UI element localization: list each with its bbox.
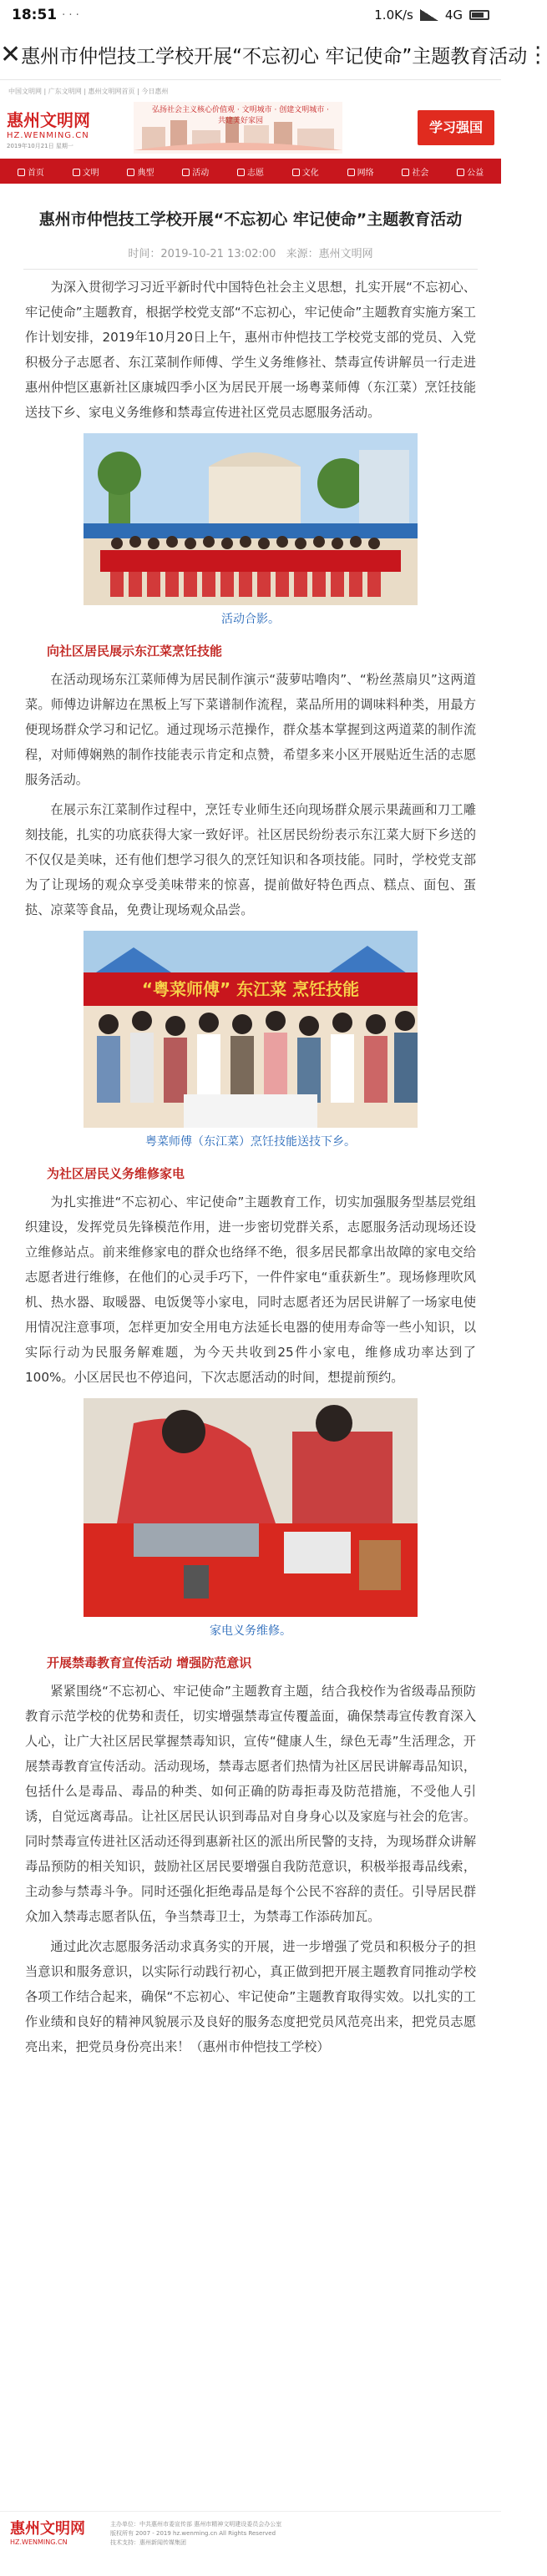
footer-line: 版权所有 2007 - 2019 hz.wenming.cn All Rights Reserved xyxy=(110,2530,276,2537)
nav-icon xyxy=(402,169,409,176)
footer-logo-text: 惠州文明网 xyxy=(10,2520,85,2538)
nav-label: 活动 xyxy=(192,168,210,178)
article-source: 来源：惠州文明网 xyxy=(286,248,373,260)
banner-text: “粤菜师傅” 东江菜 烹饪技能 xyxy=(141,979,360,999)
group-photo-image xyxy=(84,433,418,605)
nav-label: 典型 xyxy=(137,168,154,178)
repair-photo[interactable] xyxy=(84,1398,418,1617)
footer-logo-domain: HZ.WENMING.CN xyxy=(10,2538,68,2546)
article-meta xyxy=(0,245,501,260)
battery-icon xyxy=(469,10,489,20)
paragraph: 在活动现场东江菜师傅为居民制作演示“菠萝咕噜肉”、“粉丝蒸扇贝”这两道菜。师傅边讲解边在黑板上写下菜谱制作流程，菜品所用的调味料种类，用最方便现场群众学习和记忆。通过现场示范操作，群众基本掌握到这两道菜的制作流程，对师傅娴熟的制作技能表示肯定和点赞，希望多来小区开展贴近生活的志愿服务活动。 xyxy=(25,672,476,787)
divider xyxy=(23,269,478,270)
figure-caption: 活动合影。 xyxy=(221,613,280,626)
nav-item-network[interactable] xyxy=(333,165,388,178)
site-banner xyxy=(0,98,501,157)
header-date: 2019年10月21日 星期一 xyxy=(7,143,73,149)
main-nav xyxy=(0,159,501,184)
close-icon[interactable]: ✕ xyxy=(0,40,22,69)
nav-icon xyxy=(237,169,245,176)
top-breadcrumb[interactable]: 中国文明网 | 广东文明网 | 惠州文明网首页 | 今日惠州 xyxy=(8,88,169,95)
paragraph: 为深入贯彻学习习近平新时代中国特色社会主义思想，扎实开展“不忘初心、牢记使命”主题教育，根据学校党支部“不忘初心，牢记使命”主题教育实施方案工作计划安排，2019年10月20日上午，惠州市仲恺技工学校党支部的党员、入党积极分子志愿者、东江菜制作师傅、学生义务维修社、禁毒宣传讲解员一行走进惠州仲恺区惠新社区康城四季小区为居民开展一场粤菜师傅（东江菜）烹饪技能送技下乡、家电义务维修和禁毒宣传进社区党员志愿服务活动。 xyxy=(25,280,476,420)
nav-label: 公益 xyxy=(467,168,484,178)
nav-icon xyxy=(457,169,464,176)
cooking-demo-photo[interactable] xyxy=(84,931,418,1128)
figure xyxy=(84,1398,418,1640)
nav-label: 首页 xyxy=(27,168,44,178)
figure-caption: 粤菜师傅（东江菜）烹饪技能送技下乡。 xyxy=(145,1135,356,1149)
paragraph: 通过此次志愿服务活动求真务实的开展，进一步增强了党员和积极分子的担当意识和服务意识，以实际行动践行初心，真正做到把开展主题教育同推动学校各项工作结合起来，确保“不忘初心、牢记使命”主题教育取得实效。以扎实的工作业绩和良好的精神风貌展示及良好的服务态度把党员风范亮出来，把党员志愿亮出来，把党员身份亮出来！（惠州市仲恺技工学校） xyxy=(25,1939,476,2054)
nav-label: 文明 xyxy=(82,168,99,178)
site-footer xyxy=(0,2511,501,2576)
nav-item-activities[interactable] xyxy=(168,165,223,178)
cooking-demo-image xyxy=(84,931,418,1128)
nav-item-home[interactable] xyxy=(3,165,58,178)
network-type: 4G xyxy=(444,8,463,23)
article-title: 惠州市仲恺技工学校开展“不忘初心 牢记使命”主题教育活动 xyxy=(38,210,463,229)
title-bar xyxy=(0,30,547,80)
status-right xyxy=(374,8,489,23)
nav-label: 网络 xyxy=(357,168,374,178)
figure-caption: 家电义务维修。 xyxy=(210,1624,291,1638)
section-heading: 向社区居民展示东江菜烹饪技能 xyxy=(47,644,223,659)
figure xyxy=(84,931,418,1151)
logo-text: 惠州文明网 xyxy=(7,110,90,130)
nav-icon xyxy=(182,169,190,176)
banner-slogan: 弘扬社会主义核心价值观 · 文明城市 · 创建文明城市 · 共建美好家园 xyxy=(152,106,329,125)
status-bar xyxy=(0,0,501,30)
nav-item-models[interactable] xyxy=(114,165,169,178)
paragraph: 在展示东江菜制作过程中，烹饪专业师生还向现场群众展示果蔬画和刀工雕刻技能，扎实的功底获得大家一致好评。社区居民纷纷表示东江菜大厨下乡送的不仅仅是美味，还有他们想学习很久的烹饪知识和各项技能。同时，学校党支部为了让现场的观众享受美味带来的惊喜，提前做好特色西点、糕点、面包、蛋挞、凉菜等食品，免费让现场观众品尝。 xyxy=(25,802,476,917)
footer-logo[interactable] xyxy=(10,2517,85,2546)
section-heading: 开展禁毒教育宣传活动 增强防范意识 xyxy=(47,1655,252,1670)
nav-item-society[interactable] xyxy=(387,165,443,178)
nav-label: 文化 xyxy=(301,168,319,178)
nav-item-volunteer[interactable] xyxy=(223,165,278,178)
nav-item-charity[interactable] xyxy=(443,165,498,178)
signal-icon xyxy=(420,9,438,21)
home-icon xyxy=(18,169,25,176)
nav-item-civilization[interactable] xyxy=(58,165,114,178)
footer-line: 主办单位：中共惠州市委宣传部 惠州市精神文明建设委员会办公室 xyxy=(110,2521,282,2528)
status-indicators: · · · xyxy=(62,8,79,22)
paragraph: 紧紧围绕“不忘初心、牢记使命”主题教育主题，结合我校作为省级毒品预防教育示范学校的优势和责任，切实增强禁毒宣传覆盖面，确保禁毒宣传教育深入人心，让广大社区居民掌握禁毒知识，宣传“健康人生，绿色无毒”生活理念，开展禁毒教育宣传活动。活动现场，禁毒志愿者们热情为社区居民讲解毒品知识，包括什么是毒品、毒品的种类、如何正确的防毒拒毒及防范措施，不受他人引诱，自觉远离毒品。让社区居民认识到毒品对自身身心以及家庭与社会的危害。同时禁毒宣传进社区活动还得到惠新社区的派出所民警的支持，为现场群众讲解毒品预防的相关知识，鼓励社区居民要增强自我防范意识，积极举报毒品线索，主动参与禁毒斗争。同时还强化拒绝毒品是每个公民不容辞的责任。引导居民群众加入禁毒志愿者队伍，争当禁毒卫士，为禁毒工作添砖加瓦。 xyxy=(25,1684,476,1924)
nav-label: 社会 xyxy=(412,168,429,178)
logo-domain: HZ.WENMING.CN xyxy=(7,131,89,140)
page-title: 惠州市仲恺技工学校开展“不忘初心 牢记使命”主题教育活动 xyxy=(21,46,528,68)
nav-icon xyxy=(127,169,134,176)
network-speed: 1.0K/s xyxy=(374,8,413,23)
nav-icon xyxy=(347,169,355,176)
figure xyxy=(84,433,418,629)
nav-label: 志愿 xyxy=(247,168,265,178)
nav-icon xyxy=(292,169,300,176)
paragraph: 为扎实推进“不忘初心、牢记使命”主题教育工作，切实加强服务型基层党组织建设，发挥党员先锋模范作用，进一步密切党群关系，志愿服务活动现场还设立维修站点。前来维修家电的群众也络绎不绝，很多居民都拿出故障的家电交给志愿者进行维修，在他们的心灵手巧下，一件件家电“重获新生”。现场修理吹风机、热水器、取暖器、电饭煲等小家电，同时志愿者还为居民讲解了一场家电使用情况注意事项，怎样更加安全用电方法延长电器的使用寿命等一些小知识，以实际行动为民服务解难题，为今天共收到25件小家电，维修成功率达到了100%。小区居民也不停追问，下次志愿活动的时间，想提前预约。 xyxy=(25,1195,476,1385)
article-time: 时间：2019-10-21 13:02:00 xyxy=(128,248,276,260)
nav-item-culture[interactable] xyxy=(278,165,333,178)
article xyxy=(0,194,501,2059)
nav-icon xyxy=(73,169,80,176)
section-heading: 为社区居民义务维修家电 xyxy=(47,1166,185,1181)
site-logo[interactable] xyxy=(7,107,90,150)
footer-line: 技术支持：惠州新闻传媒集团 xyxy=(110,2539,186,2546)
status-time: 18:51 xyxy=(12,7,58,23)
footer-text xyxy=(110,2520,281,2548)
more-icon[interactable]: ⋮ xyxy=(527,42,547,68)
group-photo[interactable] xyxy=(84,433,418,605)
repair-image xyxy=(84,1398,418,1617)
xuexi-promo-button[interactable]: 学习强国 xyxy=(418,110,494,145)
